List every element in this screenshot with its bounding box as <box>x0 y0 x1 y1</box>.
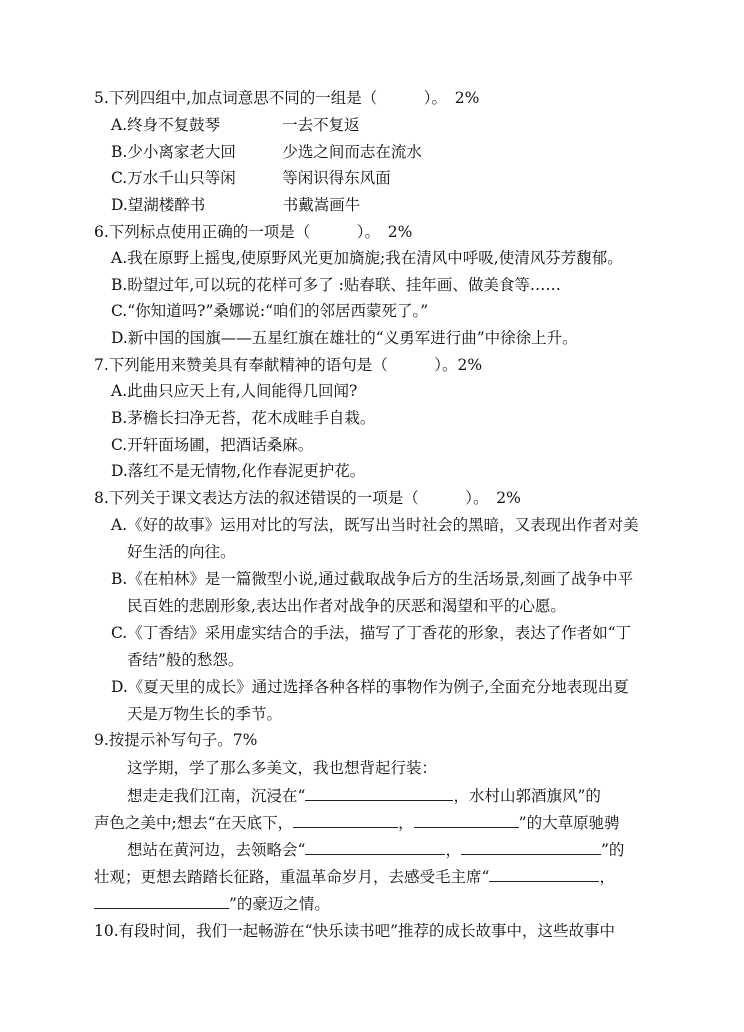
q5-option-b: B.少小离家老大回 少选之间而志在流水 <box>111 143 422 161</box>
q7-option-a: A.此曲只应天上有,人间能得几回闻? <box>111 382 358 400</box>
q9-intro: 这学期，学了那么多美文，我也想背起行装： <box>127 759 438 777</box>
q6-option-a: A.我在原野上摇曳,使原野风光更加旖旎;我在清风中呼吸,使清风芬芳馥郁。 <box>111 249 623 267</box>
q7-option-b: B.茅檐长扫净无苔，花木成畦手自栽。 <box>111 409 376 427</box>
q9-line-1: 想走走我们江南，沉浸在“ ，水村山郭酒旗风”的 <box>127 787 601 805</box>
q8-option-a-cont: 好生活的向往。 <box>127 543 236 561</box>
q6-stem: 6.下列标点使用正确的一项是（ ）。 2% <box>94 223 413 241</box>
blank-4[interactable] <box>305 839 445 855</box>
q10-stem: 10.有段时间，我们一起畅游在“快乐读书吧”推荐的成长故事中，这些故事中 <box>94 922 616 940</box>
q8-option-b-cont: 民百姓的悲剧形象,表达出作者对战争的厌恶和渴望和平的心愿。 <box>127 597 566 615</box>
q9-line-4: 壮观；更想去踏踏长征路，重温革命岁月，去感受毛主席“ ， <box>94 868 615 886</box>
q8-option-b: B.《在柏林》是一篇微型小说,通过截取战争后方的生活场景,刻画了战争中平 <box>111 570 634 588</box>
q6-option-b: B.盼望过年,可以玩的花样可多了 :贴春联、挂年画、做美食等…… <box>111 276 561 294</box>
q5-option-c: C.万水千山只等闲 等闲识得东风面 <box>111 169 391 187</box>
blank-5[interactable] <box>461 839 601 855</box>
blank-3[interactable] <box>414 812 519 828</box>
q8-stem: 8.下列关于课文表达方法的叙述错误的一项是（ ）。 2% <box>94 489 521 507</box>
q9-line-5: ”的豪迈之情。 <box>94 893 330 915</box>
q6-option-c: C.“你知道吗?”桑娜说:“咱们的邻居西蒙死了。” <box>111 302 429 320</box>
blank-7[interactable] <box>94 893 229 909</box>
q5-option-a: A.终身不复鼓琴 一去不复返 <box>111 116 360 134</box>
blank-1[interactable] <box>305 785 453 801</box>
q5-option-d: D.望湖楼醉书 书戴嵩画牛 <box>111 196 361 214</box>
q6-option-d: D.新中国的国旗——五星红旗在雄壮的“义勇军进行曲”中徐徐上升。 <box>111 329 578 347</box>
q8-option-d-cont: 天是万物生长的季节。 <box>127 705 283 723</box>
q8-option-d: D.《夏天里的成长》通过选择各种各样的事物作为例子,全面充分地表现出夏 <box>111 678 629 696</box>
blank-6[interactable] <box>489 866 599 882</box>
q8-option-c-cont: 香结”般的愁怨。 <box>127 651 244 669</box>
q8-option-c: C.《丁香结》采用虚实结合的手法，描写了丁香花的形象，表达了作者如“丁 <box>111 624 632 642</box>
q9-line-2: 声色之美中;想去“在天底下， ， ”的大草原驰骋 <box>94 814 620 832</box>
q9-stem: 9.按提示补写句子。7% <box>94 731 258 749</box>
q7-option-c: C.开轩面场圃，把酒话桑麻。 <box>111 436 314 454</box>
q9-line-3: 想站在黄河边，去领略会“ ， ”的 <box>127 841 625 859</box>
blank-2[interactable] <box>293 812 398 828</box>
q7-stem: 7.下列能用来赞美具有奉献精神的语句是（ ）。2% <box>94 356 483 374</box>
q8-option-a: A.《好的故事》运用对比的写法，既写出当时社会的黑暗，又表现出作者对美 <box>111 516 639 534</box>
q7-option-d: D.落红不是无情物,化作春泥更护花。 <box>111 462 366 480</box>
q5-stem: 5.下列四组中,加点词意思不同的一组是（ ）。 2% <box>94 89 480 107</box>
